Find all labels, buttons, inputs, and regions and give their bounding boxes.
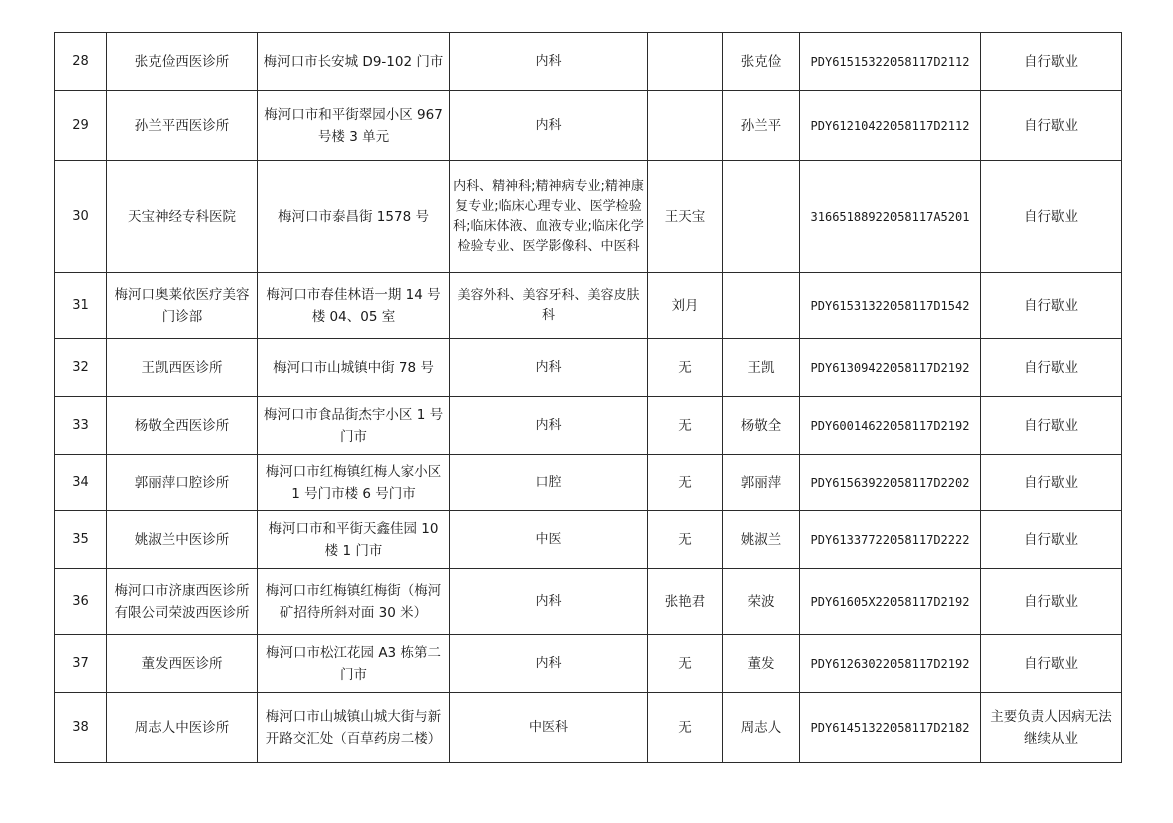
principal-person: 董发: [723, 635, 800, 693]
license-number: PDY61515322058117D2112: [800, 33, 981, 91]
row-number: 37: [55, 635, 107, 693]
practice-scope: 中医科: [450, 693, 648, 763]
institution-name: 天宝神经专科医院: [107, 161, 258, 273]
row-number: 28: [55, 33, 107, 91]
license-number: PDY61605X22058117D2192: [800, 569, 981, 635]
closure-reason: 自行歇业: [981, 397, 1122, 455]
legal-representative: 无: [648, 635, 723, 693]
legal-representative: [648, 33, 723, 91]
license-number: PDY61309422058117D2192: [800, 339, 981, 397]
principal-person: 郭丽萍: [723, 455, 800, 511]
legal-representative: 无: [648, 339, 723, 397]
license-number: PDY61263022058117D2192: [800, 635, 981, 693]
institution-name: 周志人中医诊所: [107, 693, 258, 763]
table-row: [55, 569, 1122, 635]
institution-name: 王凯西医诊所: [107, 339, 258, 397]
closure-reason: 自行歇业: [981, 569, 1122, 635]
row-number: 38: [55, 693, 107, 763]
principal-person: 王凯: [723, 339, 800, 397]
institution-name: 杨敬全西医诊所: [107, 397, 258, 455]
institution-name: 郭丽萍口腔诊所: [107, 455, 258, 511]
row-number: 34: [55, 455, 107, 511]
principal-person: 张克俭: [723, 33, 800, 91]
license-number: PDY61531322058117D1542: [800, 273, 981, 339]
table-row: [55, 693, 1122, 763]
principal-person: 周志人: [723, 693, 800, 763]
table-row: [55, 91, 1122, 161]
institution-address: 梅河口市长安城 D9-102 门市: [258, 33, 450, 91]
principal-person: 荣波: [723, 569, 800, 635]
table-row: [55, 161, 1122, 273]
practice-scope: 内科: [450, 397, 648, 455]
legal-representative: 刘月: [648, 273, 723, 339]
principal-person: 杨敬全: [723, 397, 800, 455]
institution-name: 姚淑兰中医诊所: [107, 511, 258, 569]
table-row: [55, 511, 1122, 569]
license-number: PDY61210422058117D2112: [800, 91, 981, 161]
license-number: 31665188922058117A5201: [800, 161, 981, 273]
legal-representative: 无: [648, 511, 723, 569]
closure-reason: 自行歇业: [981, 161, 1122, 273]
row-number: 31: [55, 273, 107, 339]
row-number: 33: [55, 397, 107, 455]
practice-scope: 内科、精神科;精神病专业;精神康复专业;临床心理专业、医学检验科;临床体液、血液专业;临床化学检验专业、医学影像科、中医科: [450, 161, 648, 273]
closure-reason: 自行歇业: [981, 455, 1122, 511]
institution-address: 梅河口市红梅镇红梅街（梅河矿招待所斜对面 30 米）: [258, 569, 450, 635]
table-row: [55, 455, 1122, 511]
row-number: 35: [55, 511, 107, 569]
institution-address: 梅河口市泰昌街 1578 号: [258, 161, 450, 273]
closure-reason: 自行歇业: [981, 635, 1122, 693]
closed-clinics-table: [54, 32, 1122, 763]
practice-scope: 美容外科、美容牙科、美容皮肤科: [450, 273, 648, 339]
principal-person: [723, 161, 800, 273]
row-number: 32: [55, 339, 107, 397]
practice-scope: 口腔: [450, 455, 648, 511]
practice-scope: 内科: [450, 569, 648, 635]
principal-person: 姚淑兰: [723, 511, 800, 569]
institution-address: 梅河口市食品街杰宇小区 1 号门市: [258, 397, 450, 455]
license-number: PDY61337722058117D2222: [800, 511, 981, 569]
practice-scope: 内科: [450, 339, 648, 397]
institution-address: 梅河口市春佳林语一期 14 号楼 04、05 室: [258, 273, 450, 339]
institution-address: 梅河口市松江花园 A3 栋第二门市: [258, 635, 450, 693]
closure-reason: 自行歇业: [981, 511, 1122, 569]
row-number: 36: [55, 569, 107, 635]
institution-name: 梅河口奥莱依医疗美容门诊部: [107, 273, 258, 339]
principal-person: [723, 273, 800, 339]
license-number: PDY60014622058117D2192: [800, 397, 981, 455]
institution-name: 孙兰平西医诊所: [107, 91, 258, 161]
practice-scope: 内科: [450, 91, 648, 161]
table-row: [55, 33, 1122, 91]
legal-representative: 无: [648, 455, 723, 511]
closure-reason: 自行歇业: [981, 91, 1122, 161]
institution-name: 张克俭西医诊所: [107, 33, 258, 91]
closure-reason: 自行歇业: [981, 273, 1122, 339]
institution-name: 董发西医诊所: [107, 635, 258, 693]
closure-reason: 自行歇业: [981, 339, 1122, 397]
legal-representative: 无: [648, 693, 723, 763]
institution-address: 梅河口市和平街翠园小区 967 号楼 3 单元: [258, 91, 450, 161]
row-number: 30: [55, 161, 107, 273]
legal-representative: 无: [648, 397, 723, 455]
practice-scope: 内科: [450, 33, 648, 91]
closure-reason: 主要负责人因病无法继续从业: [981, 693, 1122, 763]
table-row: [55, 339, 1122, 397]
institution-address: 梅河口市红梅镇红梅人家小区 1 号门市楼 6 号门市: [258, 455, 450, 511]
practice-scope: 中医: [450, 511, 648, 569]
table-row: [55, 273, 1122, 339]
legal-representative: [648, 91, 723, 161]
license-number: PDY61563922058117D2202: [800, 455, 981, 511]
principal-person: 孙兰平: [723, 91, 800, 161]
table-row: [55, 635, 1122, 693]
closure-reason: 自行歇业: [981, 33, 1122, 91]
institution-name: 梅河口市济康西医诊所有限公司荣波西医诊所: [107, 569, 258, 635]
institution-address: 梅河口市山城镇山城大街与新开路交汇处（百草药房二楼）: [258, 693, 450, 763]
institution-address: 梅河口市和平街天鑫佳园 10 楼 1 门市: [258, 511, 450, 569]
row-number: 29: [55, 91, 107, 161]
institution-address: 梅河口市山城镇中街 78 号: [258, 339, 450, 397]
license-number: PDY61451322058117D2182: [800, 693, 981, 763]
table-row: [55, 397, 1122, 455]
legal-representative: 王天宝: [648, 161, 723, 273]
legal-representative: 张艳君: [648, 569, 723, 635]
practice-scope: 内科: [450, 635, 648, 693]
